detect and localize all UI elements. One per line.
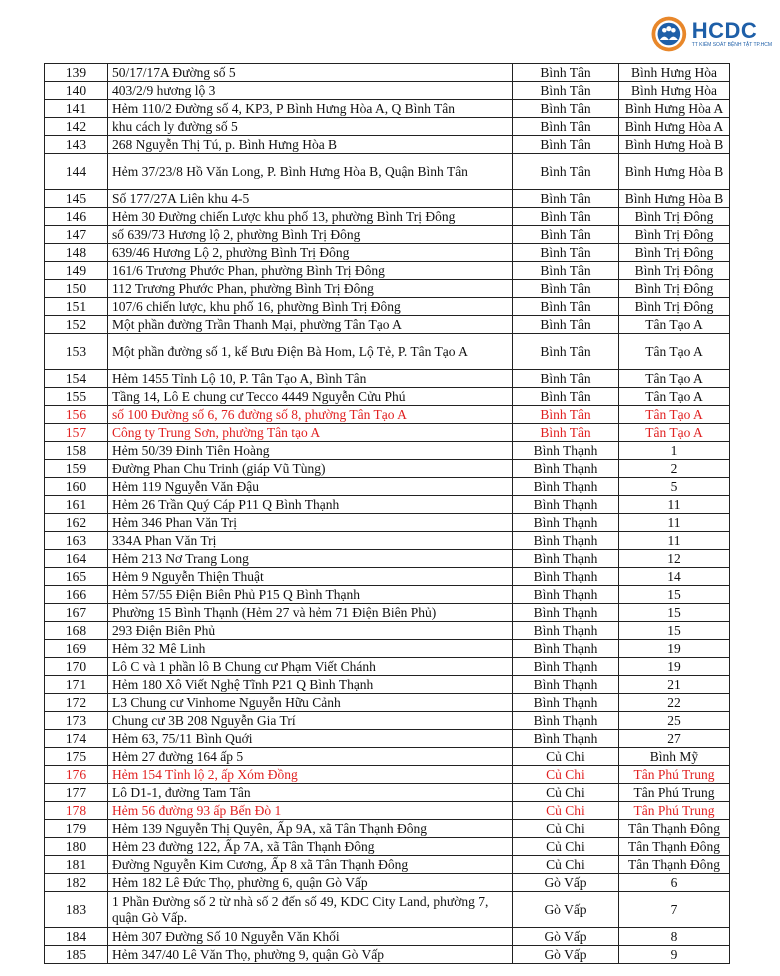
- table-row: [45, 424, 730, 442]
- address-cell: Hẻm 57/55 Điện Biên Phủ P15 Q Bình Thạnh: [108, 586, 513, 604]
- row-number-cell: 175: [45, 748, 108, 766]
- row-number-cell: 153: [45, 334, 108, 370]
- logo-name: HCDC: [691, 18, 758, 43]
- district-cell: Gò Vấp: [513, 874, 619, 892]
- table-row: [45, 838, 730, 856]
- ward-cell: Bình Trị Đông: [619, 208, 730, 226]
- table-row: [45, 946, 730, 964]
- row-number-cell: 160: [45, 478, 108, 496]
- district-cell: Bình Thạnh: [513, 550, 619, 568]
- table-row: [45, 568, 730, 586]
- row-number-cell: 164: [45, 550, 108, 568]
- row-number-cell: 140: [45, 82, 108, 100]
- address-cell: Công ty Trung Sơn, phường Tân tạo A: [108, 424, 513, 442]
- ward-cell: 27: [619, 730, 730, 748]
- address-cell: 161/6 Trương Phước Phan, phường Bình Trị Đông: [108, 262, 513, 280]
- district-cell: Bình Thạnh: [513, 460, 619, 478]
- ward-cell: Tân Thạnh Đông: [619, 856, 730, 874]
- district-cell: Bình Thạnh: [513, 730, 619, 748]
- address-cell: Hẻm 307 Đường Số 10 Nguyễn Văn Khối: [108, 928, 513, 946]
- table-row: [45, 460, 730, 478]
- row-number-cell: 159: [45, 460, 108, 478]
- ward-cell: 12: [619, 550, 730, 568]
- row-number-cell: 152: [45, 316, 108, 334]
- address-cell: Hẻm 32 Mê Linh: [108, 640, 513, 658]
- table-row: [45, 334, 730, 370]
- row-number-cell: 181: [45, 856, 108, 874]
- district-cell: Bình Thạnh: [513, 514, 619, 532]
- table-row: [45, 748, 730, 766]
- district-cell: Củ Chi: [513, 802, 619, 820]
- district-cell: Bình Tân: [513, 388, 619, 406]
- table-row: [45, 766, 730, 784]
- table-row: [45, 892, 730, 928]
- table-row: [45, 370, 730, 388]
- row-number-cell: 177: [45, 784, 108, 802]
- address-cell: Hẻm 180 Xô Viết Nghệ Tĩnh P21 Q Bình Thạnh: [108, 676, 513, 694]
- ward-cell: 8: [619, 928, 730, 946]
- district-cell: Bình Tân: [513, 406, 619, 424]
- row-number-cell: 183: [45, 892, 108, 928]
- district-cell: Củ Chi: [513, 766, 619, 784]
- district-cell: Bình Thạnh: [513, 640, 619, 658]
- district-cell: Củ Chi: [513, 748, 619, 766]
- address-cell: 639/46 Hương Lộ 2, phường Bình Trị Đông: [108, 244, 513, 262]
- table-row: [45, 820, 730, 838]
- ward-cell: Bình Trị Đông: [619, 280, 730, 298]
- row-number-cell: 174: [45, 730, 108, 748]
- district-cell: Bình Tân: [513, 298, 619, 316]
- row-number-cell: 176: [45, 766, 108, 784]
- table-row: [45, 82, 730, 100]
- ward-cell: Bình Hưng Hòa A: [619, 100, 730, 118]
- district-cell: Bình Thạnh: [513, 586, 619, 604]
- district-cell: Gò Vấp: [513, 946, 619, 964]
- row-number-cell: 168: [45, 622, 108, 640]
- ward-cell: Bình Hưng Hoà B: [619, 136, 730, 154]
- address-cell: Hẻm 27 đường 164 ấp 5: [108, 748, 513, 766]
- table-row: [45, 694, 730, 712]
- ward-cell: 9: [619, 946, 730, 964]
- row-number-cell: 161: [45, 496, 108, 514]
- address-cell: Hẻm 119 Nguyễn Văn Đậu: [108, 478, 513, 496]
- district-cell: Bình Tân: [513, 208, 619, 226]
- district-cell: Bình Tân: [513, 100, 619, 118]
- ward-cell: 11: [619, 496, 730, 514]
- address-cell: Hẻm 154 Tỉnh lộ 2, ấp Xóm Đồng: [108, 766, 513, 784]
- district-cell: Bình Tân: [513, 280, 619, 298]
- ward-cell: Tân Tạo A: [619, 316, 730, 334]
- table-row: [45, 658, 730, 676]
- address-cell: 107/6 chiến lược, khu phố 16, phường Bình Trị Đông: [108, 298, 513, 316]
- row-number-cell: 184: [45, 928, 108, 946]
- row-number-cell: 172: [45, 694, 108, 712]
- hcdc-emblem-icon: [650, 9, 688, 59]
- table-row: [45, 100, 730, 118]
- table-row: [45, 784, 730, 802]
- ward-cell: Bình Trị Đông: [619, 298, 730, 316]
- address-cell: Hẻm 26 Trần Quý Cáp P11 Q Bình Thạnh: [108, 496, 513, 514]
- table-row: [45, 298, 730, 316]
- address-cell: Hẻm 56 đường 93 ấp Bến Đò 1: [108, 802, 513, 820]
- row-number-cell: 182: [45, 874, 108, 892]
- district-cell: Củ Chi: [513, 820, 619, 838]
- ward-cell: 15: [619, 586, 730, 604]
- address-cell: Đường Nguyễn Kim Cương, Ấp 8 xã Tân Thạnh Đông: [108, 856, 513, 874]
- ward-cell: 2: [619, 460, 730, 478]
- table-row: [45, 406, 730, 424]
- address-cell: Hẻm 9 Nguyễn Thiện Thuật: [108, 568, 513, 586]
- row-number-cell: 142: [45, 118, 108, 136]
- ward-cell: 5: [619, 478, 730, 496]
- address-cell: Số 177/27A Liên khu 4-5: [108, 190, 513, 208]
- ward-cell: Tân Tạo A: [619, 370, 730, 388]
- district-cell: Bình Thạnh: [513, 478, 619, 496]
- ward-cell: Bình Trị Đông: [619, 226, 730, 244]
- table-row: [45, 478, 730, 496]
- district-cell: Bình Tân: [513, 244, 619, 262]
- address-cell: Phường 15 Bình Thạnh (Hẻm 27 và hẻm 71 Điện Biên Phủ): [108, 604, 513, 622]
- address-cell: Hẻm 37/23/8 Hồ Văn Long, P. Bình Hưng Hòa B, Quận Bình Tân: [108, 154, 513, 190]
- location-table: [44, 63, 730, 964]
- ward-cell: 11: [619, 514, 730, 532]
- table-row: [45, 928, 730, 946]
- district-cell: Bình Thạnh: [513, 496, 619, 514]
- district-cell: Bình Thạnh: [513, 676, 619, 694]
- table-row: [45, 136, 730, 154]
- district-cell: Gò Vấp: [513, 928, 619, 946]
- table-row: [45, 856, 730, 874]
- row-number-cell: 171: [45, 676, 108, 694]
- row-number-cell: 147: [45, 226, 108, 244]
- address-cell: 293 Điện Biên Phủ: [108, 622, 513, 640]
- ward-cell: 19: [619, 640, 730, 658]
- table-row: [45, 730, 730, 748]
- address-cell: Chung cư 3B 208 Nguyễn Gia Trí: [108, 712, 513, 730]
- district-cell: Bình Thạnh: [513, 604, 619, 622]
- table-row: [45, 154, 730, 190]
- ward-cell: 22: [619, 694, 730, 712]
- table-row: [45, 802, 730, 820]
- table-row: [45, 676, 730, 694]
- district-cell: Củ Chi: [513, 784, 619, 802]
- address-cell: số 639/73 Hương lộ 2, phường Bình Trị Đông: [108, 226, 513, 244]
- ward-cell: Tân Phú Trung: [619, 802, 730, 820]
- row-number-cell: 162: [45, 514, 108, 532]
- district-cell: Bình Tân: [513, 154, 619, 190]
- ward-cell: 25: [619, 712, 730, 730]
- row-number-cell: 178: [45, 802, 108, 820]
- address-cell: Hẻm 110/2 Đường số 4, KP3, P Bình Hưng Hòa A, Q Bình Tân: [108, 100, 513, 118]
- ward-cell: Tân Tạo A: [619, 334, 730, 370]
- address-cell: Hẻm 213 Nơ Trang Long: [108, 550, 513, 568]
- district-cell: Bình Thạnh: [513, 442, 619, 460]
- row-number-cell: 146: [45, 208, 108, 226]
- hcdc-logo: [650, 8, 772, 60]
- district-cell: Bình Thạnh: [513, 568, 619, 586]
- table-row: [45, 550, 730, 568]
- row-number-cell: 158: [45, 442, 108, 460]
- table-row: [45, 316, 730, 334]
- address-cell: Đường Phan Chu Trinh (giáp Vũ Tùng): [108, 460, 513, 478]
- table-row: [45, 712, 730, 730]
- ward-cell: Tân Thạnh Đông: [619, 838, 730, 856]
- district-cell: Bình Thạnh: [513, 658, 619, 676]
- row-number-cell: 163: [45, 532, 108, 550]
- ward-cell: Tân Phú Trung: [619, 766, 730, 784]
- ward-cell: Bình Mỹ: [619, 748, 730, 766]
- address-cell: Hẻm 23 đường 122, Ấp 7A, xã Tân Thạnh Đông: [108, 838, 513, 856]
- row-number-cell: 139: [45, 64, 108, 82]
- district-cell: Bình Tân: [513, 226, 619, 244]
- address-cell: 403/2/9 hương lộ 3: [108, 82, 513, 100]
- ward-cell: Bình Hưng Hòa: [619, 82, 730, 100]
- row-number-cell: 165: [45, 568, 108, 586]
- district-cell: Bình Tân: [513, 262, 619, 280]
- ward-cell: 15: [619, 622, 730, 640]
- row-number-cell: 148: [45, 244, 108, 262]
- table-row: [45, 388, 730, 406]
- table-row: [45, 514, 730, 532]
- table-row: [45, 262, 730, 280]
- row-number-cell: 149: [45, 262, 108, 280]
- district-cell: Bình Tân: [513, 190, 619, 208]
- row-number-cell: 173: [45, 712, 108, 730]
- district-cell: Bình Tân: [513, 118, 619, 136]
- ward-cell: 7: [619, 892, 730, 928]
- ward-cell: Tân Tạo A: [619, 388, 730, 406]
- district-cell: Củ Chi: [513, 838, 619, 856]
- row-number-cell: 145: [45, 190, 108, 208]
- district-cell: Bình Tân: [513, 136, 619, 154]
- address-cell: Hẻm 139 Nguyễn Thị Quyên, Ấp 9A, xã Tân Thạnh Đông: [108, 820, 513, 838]
- table-row: [45, 208, 730, 226]
- table-row: [45, 442, 730, 460]
- address-cell: khu cách ly đường số 5: [108, 118, 513, 136]
- address-cell: Hẻm 347/40 Lê Văn Thọ, phường 9, quận Gò Vấp: [108, 946, 513, 964]
- row-number-cell: 151: [45, 298, 108, 316]
- table-row: [45, 190, 730, 208]
- row-number-cell: 143: [45, 136, 108, 154]
- row-number-cell: 169: [45, 640, 108, 658]
- address-cell: Hẻm 30 Đường chiến Lược khu phố 13, phường Bình Trị Đông: [108, 208, 513, 226]
- ward-cell: Bình Hưng Hòa A: [619, 118, 730, 136]
- address-cell: Hẻm 346 Phan Văn Trị: [108, 514, 513, 532]
- table-row: [45, 118, 730, 136]
- address-cell: L3 Chung cư Vinhome Nguyễn Hữu Cảnh: [108, 694, 513, 712]
- ward-cell: 19: [619, 658, 730, 676]
- address-cell: Lô D1-1, đường Tam Tân: [108, 784, 513, 802]
- address-cell: Hẻm 63, 75/11 Bình Quới: [108, 730, 513, 748]
- ward-cell: 15: [619, 604, 730, 622]
- ward-cell: 11: [619, 532, 730, 550]
- ward-cell: Tân Tạo A: [619, 406, 730, 424]
- ward-cell: Bình Hưng Hòa B: [619, 154, 730, 190]
- district-cell: Bình Thạnh: [513, 532, 619, 550]
- district-cell: Gò Vấp: [513, 892, 619, 928]
- district-cell: Bình Thạnh: [513, 694, 619, 712]
- ward-cell: 1: [619, 442, 730, 460]
- district-cell: Bình Tân: [513, 82, 619, 100]
- row-number-cell: 155: [45, 388, 108, 406]
- table-row: [45, 604, 730, 622]
- address-cell: 1 Phần Đường số 2 từ nhà số 2 đến số 49, KDC City Land, phường 7, quận Gò Vấp.: [108, 892, 513, 928]
- table-row: [45, 622, 730, 640]
- table-row: [45, 64, 730, 82]
- table-row: [45, 244, 730, 262]
- row-number-cell: 157: [45, 424, 108, 442]
- row-number-cell: 166: [45, 586, 108, 604]
- district-cell: Bình Tân: [513, 316, 619, 334]
- address-cell: số 100 Đường số 6, 76 đường số 8, phường Tân Tạo A: [108, 406, 513, 424]
- address-cell: Tầng 14, Lô E chung cư Tecco 4449 Nguyễn Cửu Phú: [108, 388, 513, 406]
- address-cell: 268 Nguyễn Thị Tú, p. Bình Hưng Hòa B: [108, 136, 513, 154]
- district-cell: Bình Thạnh: [513, 712, 619, 730]
- address-cell: 50/17/17A Đường số 5: [108, 64, 513, 82]
- ward-cell: Tân Phú Trung: [619, 784, 730, 802]
- table-row: [45, 496, 730, 514]
- address-cell: Lô C và 1 phần lô B Chung cư Phạm Viết Chánh: [108, 658, 513, 676]
- row-number-cell: 150: [45, 280, 108, 298]
- logo-subtitle: TT KIỂM SOÁT BỆNH TẬT TP.HCM: [691, 42, 772, 48]
- row-number-cell: 179: [45, 820, 108, 838]
- ward-cell: 6: [619, 874, 730, 892]
- table-row: [45, 532, 730, 550]
- address-cell: Hẻm 1455 Tỉnh Lộ 10, P. Tân Tạo A, Bình Tân: [108, 370, 513, 388]
- table-row: [45, 586, 730, 604]
- row-number-cell: 180: [45, 838, 108, 856]
- table-row: [45, 640, 730, 658]
- district-cell: Củ Chi: [513, 856, 619, 874]
- row-number-cell: 156: [45, 406, 108, 424]
- ward-cell: Bình Hưng Hòa: [619, 64, 730, 82]
- district-cell: Bình Tân: [513, 334, 619, 370]
- ward-cell: Bình Trị Đông: [619, 262, 730, 280]
- address-cell: Một phần đường số 1, kế Bưu Điện Bà Hom, Lộ Tẻ, P. Tân Tạo A: [108, 334, 513, 370]
- row-number-cell: 154: [45, 370, 108, 388]
- ward-cell: Tân Thạnh Đông: [619, 820, 730, 838]
- ward-cell: 14: [619, 568, 730, 586]
- district-cell: Bình Thạnh: [513, 622, 619, 640]
- table-row: [45, 280, 730, 298]
- row-number-cell: 170: [45, 658, 108, 676]
- district-cell: Bình Tân: [513, 370, 619, 388]
- ward-cell: Tân Tạo A: [619, 424, 730, 442]
- address-cell: Hẻm 182 Lê Đức Thọ, phường 6, quận Gò Vấp: [108, 874, 513, 892]
- table-row: [45, 874, 730, 892]
- table-row: [45, 226, 730, 244]
- ward-cell: Bình Hưng Hòa B: [619, 190, 730, 208]
- address-cell: 334A Phan Văn Trị: [108, 532, 513, 550]
- row-number-cell: 167: [45, 604, 108, 622]
- row-number-cell: 185: [45, 946, 108, 964]
- ward-cell: Bình Trị Đông: [619, 244, 730, 262]
- address-cell: Hẻm 50/39 Đinh Tiên Hoàng: [108, 442, 513, 460]
- district-cell: Bình Tân: [513, 424, 619, 442]
- row-number-cell: 144: [45, 154, 108, 190]
- ward-cell: 21: [619, 676, 730, 694]
- address-cell: 112 Trương Phước Phan, phường Bình Trị Đông: [108, 280, 513, 298]
- address-cell: Một phần đường Trần Thanh Mại, phường Tân Tạo A: [108, 316, 513, 334]
- row-number-cell: 141: [45, 100, 108, 118]
- district-cell: Bình Tân: [513, 64, 619, 82]
